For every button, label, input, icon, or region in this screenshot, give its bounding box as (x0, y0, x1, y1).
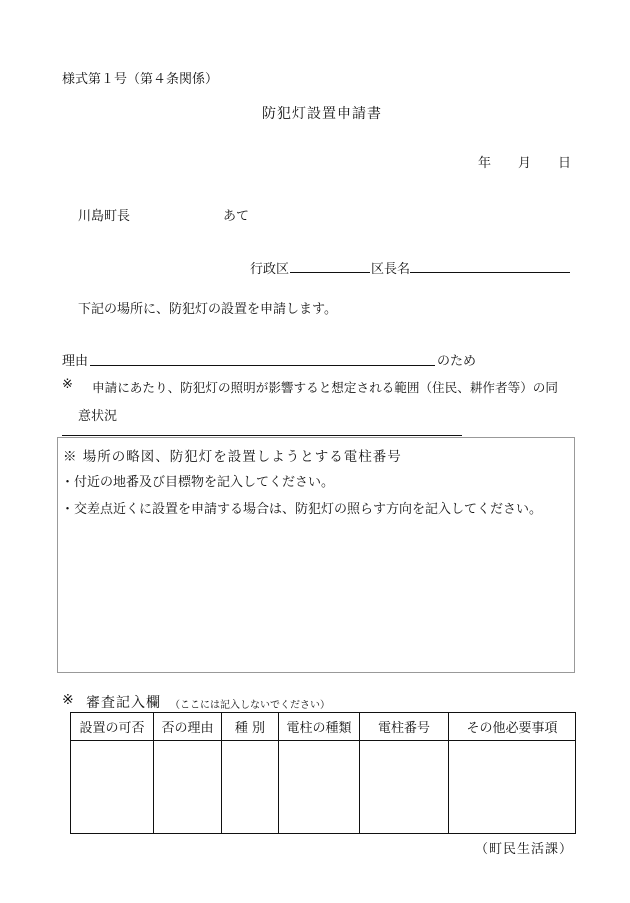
col-other-notes: その他必要事項 (449, 713, 576, 741)
cell-type[interactable] (222, 741, 279, 834)
consent-line1: 申請にあたり、防犯灯の照明が影響すると想定される範囲（住民、耕作者等）の同 (92, 380, 558, 395)
cell-other-notes[interactable] (449, 741, 576, 834)
review-table (70, 712, 576, 834)
map-box-note1: ・付近の地番及び目標物を記入してください。 (61, 475, 335, 490)
district-field[interactable] (290, 272, 370, 273)
date-day: 日 (558, 156, 572, 171)
col-approval: 設置の可否 (71, 713, 154, 741)
chief-name-field[interactable] (410, 272, 570, 273)
recipient-suffix: あて (223, 209, 250, 224)
intro-text: 下記の場所に、防犯灯の設置を申請します。 (78, 302, 337, 317)
department-label: （町民生活課） (475, 842, 574, 857)
col-pole-number: 電柱番号 (360, 713, 449, 741)
review-entry-row (71, 741, 576, 834)
cell-rejection-reason[interactable] (154, 741, 222, 834)
map-sketch-box[interactable] (57, 437, 575, 673)
district-label: 行政区 (250, 262, 290, 277)
cell-approval[interactable] (71, 741, 154, 834)
form-label: 様式第１号（第４条関係） (62, 72, 219, 87)
review-heading-mark: ※ (62, 692, 74, 708)
recipient-name: 川島町長 (78, 209, 131, 224)
consent-line2: 意状況 (78, 409, 118, 424)
review-header-row (71, 713, 576, 741)
date-month: 月 (518, 156, 532, 171)
consent-mark: ※ (62, 377, 73, 392)
review-heading-note: （ここには記入しないでください） (170, 700, 330, 711)
col-rejection-reason: 否の理由 (154, 713, 222, 741)
reason-suffix: のため (437, 354, 477, 369)
reason-label: 理由 (62, 354, 89, 369)
consent-field[interactable] (62, 435, 462, 436)
page-title: 防犯灯設置申請書 (262, 106, 382, 122)
cell-pole-type[interactable] (279, 741, 360, 834)
col-pole-type: 電柱の種類 (279, 713, 360, 741)
reason-field[interactable] (90, 365, 435, 366)
map-box-note2: ・交差点近くに設置を申請する場合は、防犯灯の照らす方向を記入してください。 (61, 502, 543, 517)
review-heading-title: 審査記入欄 (86, 695, 161, 711)
col-type: 種 別 (222, 713, 279, 741)
map-box-heading: ※ 場所の略図、防犯灯を設置しようとする電柱番号 (63, 449, 402, 465)
date-year: 年 (478, 156, 492, 171)
cell-pole-number[interactable] (360, 741, 449, 834)
chief-label: 区長名 (371, 262, 411, 277)
